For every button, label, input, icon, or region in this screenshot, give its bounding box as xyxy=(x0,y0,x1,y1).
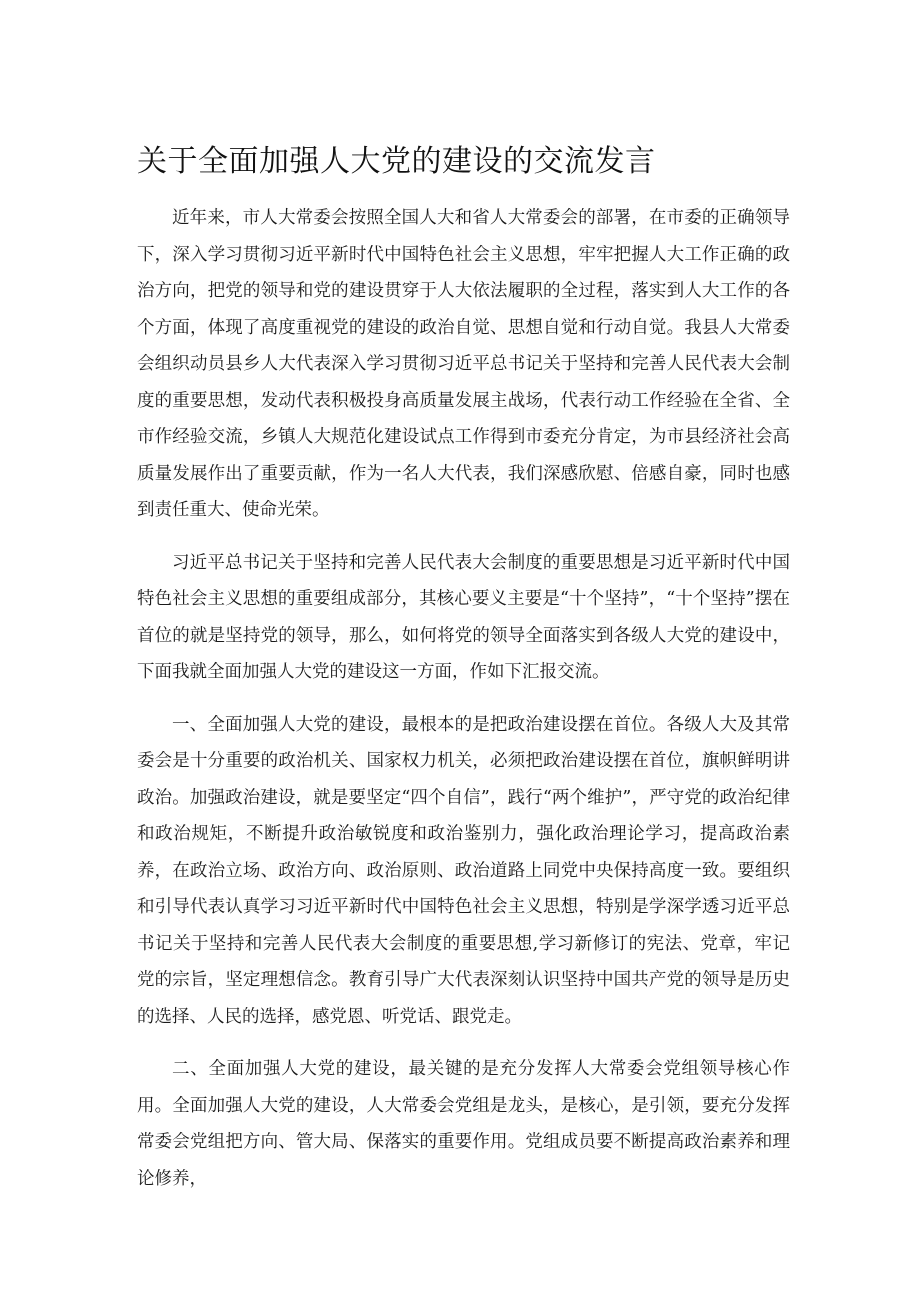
paragraph-core-thought: 习近平总书记关于坚持和完善人民代表大会制度的重要思想是习近平新时代中国特色社会主义思想的重要组成部分，其核心要义主要是“十个坚持”，“十个坚持”摆在首位的就是坚持党的领导，那么，如何将党的领导全面落实到各级人大党的建设中，下面我就全面加强人大党的建设这一方面，作如下汇报交流。 xyxy=(137,552,790,682)
document-body xyxy=(137,200,790,1213)
paragraph-point-one: 一、全面加强人大党的建设，最根本的是把政治建设摆在首位。各级人大及其常委会是十分重要的政治机关、国家权力机关，必须把政治建设摆在首位，旗帜鲜明讲政治。加强政治建设，就是要坚定“四个自信”，践行“两个维护”，严守党的政治纪律和政治规矩，不断提升政治敏锐度和政治鉴别力，强化政治理论学习，提高政治素养，在政治立场、政治方向、政治原则、政治道路上同党中央保持高度一致。要组织和引导代表认真学习习近平新时代中国特色社会主义思想，特别是学深学透习近平总书记关于坚持和完善人民代表大会制度的重要思想,学习新修订的宪法、党章，牢记党的宗旨，坚定理想信念。教育引导广大代表深刻认识坚持中国共产党的领导是历史的选择、人民的选择，感党恩、听党话、跟党走。 xyxy=(137,714,790,1027)
paragraph-intro: 近年来，市人大常委会按照全国人大和省人大常委会的部署，在市委的正确领导下，深入学习贯彻习近平新时代中国特色社会主义思想，牢牢把握人大工作正确的政治方向，把党的领导和党的建设贯穿于人大依法履职的全过程，落实到人大工作的各个方面，体现了高度重视党的建设的政治自觉、思想自觉和行动自觉。我县人大常委会组织动员县乡人大代表深入学习贯彻习近平总书记关于坚持和完善人民代表大会制度的重要思想，发动代表积极投身高质量发展主战场，代表行动工作经验在全省、全市作经验交流，乡镇人大规范化建设试点工作得到市委充分肯定，为市县经济社会高质量发展作出了重要贡献，作为一名人大代表，我们深感欣慰、倍感自豪，同时也感到责任重大、使命光荣。 xyxy=(137,208,790,520)
document-title: 关于全面加强人大党的建设的交流发言 xyxy=(137,144,656,179)
paragraph-point-two: 二、全面加强人大党的建设，最关键的是充分发挥人大常委会党组领导核心作用。全面加强人大党的建设，人大常委会党组是龙头，是核心，是引领，要充分发挥常委会党组把方向、管大局、保落实的重要作用。党组成员要不断提高政治素养和理论修养， xyxy=(137,1059,790,1189)
